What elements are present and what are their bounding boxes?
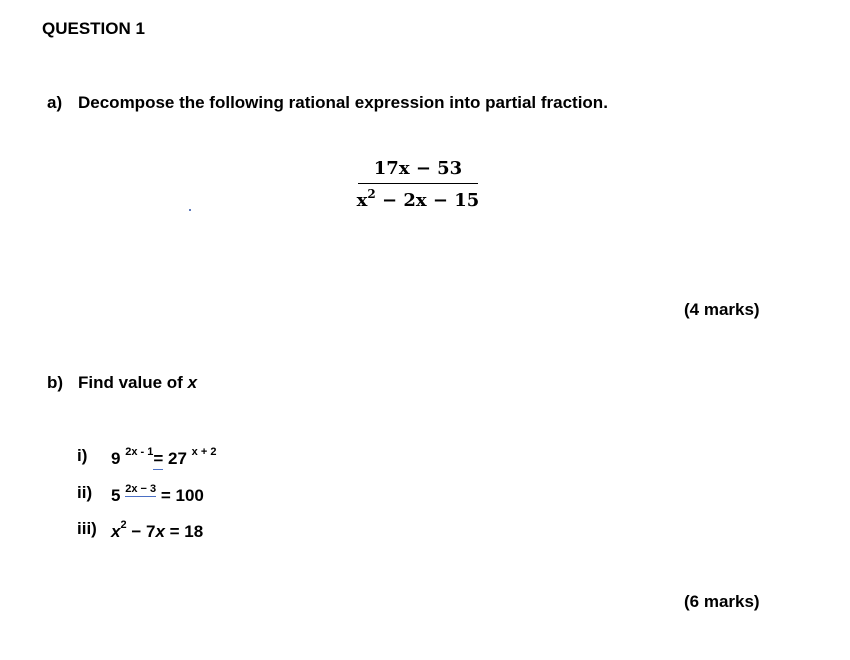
item-ii-label: ii) [77,483,93,502]
part-a-label: a) [47,93,63,112]
item-i-base: 9 [111,449,121,468]
part-a-marks: (4 marks) [684,300,760,319]
item-iii-var2: x [155,522,165,541]
item-ii-equals: = [160,486,171,505]
item-ii-exponent: 2x − 3 [125,483,157,495]
part-b-instruction-text: Find value of [78,373,188,392]
part-a-instruction: Decompose the following rational expression into partial fraction. [78,93,608,112]
item-i-equals: = [153,449,164,468]
item-iii-power: 2 [120,519,127,531]
item-i-exponent: 2x - 1 [125,446,154,458]
denominator-base: x [356,190,368,211]
item-iii-equation [111,519,203,542]
item-iii-var: x [111,522,121,541]
part-b-variable: x [187,373,198,392]
item-ii-base: 5 [111,486,121,505]
item-ii-rhs: 100 [175,486,204,505]
question-title: QUESTION 1 [42,19,145,38]
part-b-marks: (6 marks) [684,592,760,611]
item-iii-label: iii) [77,519,97,538]
item-i-rhs-exponent: x + 2 [191,446,217,458]
denominator-rest: − 2x − 15 [375,190,480,211]
denominator-power: 2 [367,187,376,201]
part-b-label: b) [47,373,64,392]
item-iii-rest-b: = 18 [164,522,204,541]
item-ii-equation [111,483,204,506]
item-i-rhs-base: 27 [168,449,187,468]
rational-expression [356,158,480,211]
part-b-instruction [78,373,197,393]
stray-dot [189,209,191,211]
item-i-label: i) [77,446,88,465]
item-i-equation [111,446,216,469]
fraction-denominator [356,184,480,211]
fraction-numerator: 17x − 53 [373,158,463,179]
item-iii-rest-a: − 7 [126,522,156,541]
